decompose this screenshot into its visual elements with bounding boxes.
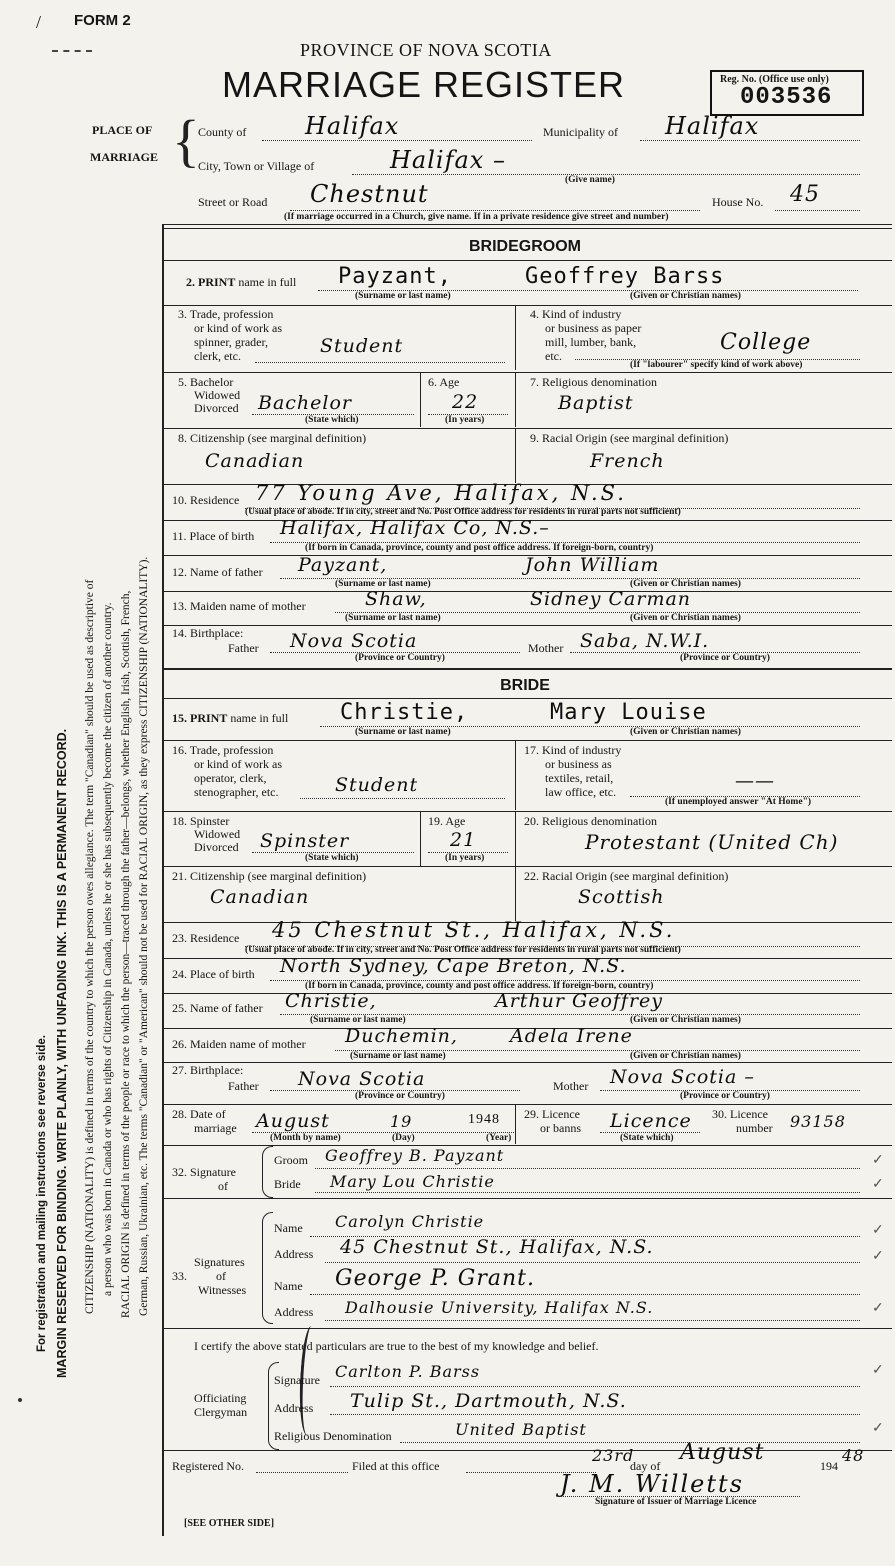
f4-label-2: or business as paper	[545, 321, 642, 335]
place-label-2: MARRIAGE	[90, 150, 158, 164]
w2-name-label: Name	[274, 1279, 303, 1293]
filed-label: Filed at this office	[352, 1459, 440, 1473]
tick-mark: ✓	[872, 1249, 884, 1264]
f18-label-2: Widowed	[194, 827, 241, 841]
f3-label-3: spinner, grader,	[194, 335, 269, 349]
licence-caption: (State which)	[620, 1133, 674, 1143]
groom-mother-birthplace: Saba, N.W.I.	[580, 630, 710, 652]
corner-mark: /	[36, 12, 42, 32]
groom-given: Geoffrey Barss	[525, 264, 725, 289]
give-name-caption: (Give name)	[565, 175, 615, 185]
f7-label: 7. Religious denomination	[530, 375, 657, 389]
tick-mark: ✓	[872, 1177, 884, 1192]
witness1-name: Carolyn Christie	[335, 1212, 485, 1231]
bride-residence-caption: (Usual place of abode. If in city, street and No. Post Office address for residents in rural parts not sufficient)	[245, 945, 681, 955]
f4-label-1: 4. Kind of industry	[530, 307, 622, 321]
year-prefix: 194	[820, 1459, 838, 1473]
tick-mark: ✓	[872, 1153, 884, 1168]
day-of-label: day of	[630, 1459, 661, 1473]
f30-label-1: 30. Licence	[712, 1107, 768, 1121]
f29-label-1: 29. Licence	[524, 1107, 580, 1121]
f17-label-2: or business as	[545, 757, 612, 771]
certify-statement: I certify the above stated particulars are true to the best of my knowledge and belief.	[194, 1339, 599, 1353]
f14-father-word: Father	[228, 641, 259, 655]
tick-mark: ✓	[872, 1223, 884, 1238]
bride-industry: ——	[735, 770, 775, 792]
bride-heading: BRIDE	[500, 677, 550, 694]
bride-father-birthplace: Nova Scotia	[298, 1068, 426, 1090]
denomination-label: Religious Denomination	[274, 1429, 392, 1443]
birthplace-caption: (If born in Canada, province, county and post office address. If foreign-born, country)	[305, 543, 654, 553]
form-title: MARRIAGE REGISTER	[222, 64, 626, 105]
f15-label: 15. PRINT name in full	[172, 711, 289, 725]
f17-label-1: 17. Kind of industry	[524, 743, 622, 757]
bride-birthplace-caption: (If born in Canada, province, county and post office address. If foreign-born, country)	[305, 981, 654, 991]
f3-label-4: clerk, etc.	[194, 349, 241, 363]
f29-label-2: or banns	[540, 1121, 581, 1135]
f10-label: 10. Residence	[172, 493, 240, 507]
bride-surname-caption: (Surname or last name)	[355, 727, 451, 737]
f33-label-3: Witnesses	[198, 1283, 247, 1297]
f16-label-1: 16. Trade, profession	[172, 743, 274, 757]
groom-industry: College	[720, 330, 812, 355]
witness2-name: George P. Grant.	[335, 1266, 535, 1291]
f3-label-1: 3. Trade, profession	[178, 307, 274, 321]
groom-sig-label: Groom	[274, 1153, 308, 1167]
f24-label: 24. Place of birth	[172, 967, 255, 981]
bride-residence: 45 Chestnut St., Halifax, N.S.	[272, 918, 676, 942]
clergy-denomination: United Baptist	[455, 1420, 587, 1439]
mother-given-caption: (Given or Christian names)	[630, 613, 741, 623]
groom-surname: Payzant,	[338, 264, 452, 289]
licence-type: Licence	[610, 1110, 692, 1132]
groom-religion: Baptist	[558, 392, 634, 414]
bride-given: Mary Louise	[550, 700, 707, 725]
father-prov-caption: (Province or Country)	[355, 653, 445, 663]
clergy-signature: Carlton P. Barss	[335, 1362, 481, 1381]
bride-age-caption: (In years)	[445, 853, 485, 863]
groom-surname-caption: (Surname or last name)	[355, 291, 451, 301]
f16-label-4: stenographer, etc.	[194, 785, 279, 799]
groom-status: Bachelor	[258, 392, 353, 414]
f12-label: 12. Name of father	[172, 565, 263, 579]
groom-trade: Student	[320, 335, 404, 357]
bride-surname: Christie,	[340, 700, 469, 725]
licence-number: 93158	[790, 1112, 846, 1131]
father-given-caption: (Given or Christian names)	[630, 579, 741, 589]
dash-mark	[52, 50, 92, 52]
f33-label-1: Signatures	[194, 1255, 245, 1269]
f30-label-2: number	[736, 1121, 773, 1135]
tick-mark: ✓	[872, 1421, 884, 1436]
filed-month: August	[680, 1440, 765, 1465]
w1-address-label: Address	[274, 1247, 314, 1261]
f22-label: 22. Racial Origin (see marginal definition)	[524, 869, 729, 883]
municipality-label: Municipality of	[543, 125, 618, 139]
groom-father-birthplace: Nova Scotia	[290, 630, 418, 652]
f3-label-2: or kind of work as	[194, 321, 282, 335]
year-caption: (Year)	[486, 1133, 512, 1143]
f13-label: 13. Maiden name of mother	[172, 599, 306, 613]
f25-label: 25. Name of father	[172, 1001, 263, 1015]
clergy-label-2: Clergyman	[194, 1405, 248, 1419]
house-value: 45	[790, 182, 820, 207]
f21-label: 21. Citizenship (see marginal definition)	[172, 869, 367, 883]
father-surname-caption: (Surname or last name)	[335, 579, 431, 589]
f6-label: 6. Age	[428, 375, 460, 389]
f23-label: 23. Residence	[172, 931, 240, 945]
f4-label-3: mill, lumber, bank,	[545, 335, 637, 349]
tick-mark: ✓	[872, 1301, 884, 1316]
f5-label-2: Widowed	[194, 388, 241, 402]
issuer-signature: J. M. Willetts	[560, 1470, 744, 1498]
bride-citizenship: Canadian	[210, 886, 310, 908]
dot-mark	[18, 1398, 22, 1402]
f32-label-2: of	[218, 1179, 228, 1193]
clergy-sig-label: Signature	[274, 1373, 320, 1387]
county-value: Halifax	[305, 112, 400, 140]
municipality-value: Halifax	[665, 112, 760, 140]
clergy-label-1: Officiating	[194, 1391, 247, 1405]
groom-father-surname: Payzant,	[298, 554, 388, 576]
county-label: County of	[198, 125, 247, 139]
groom-mother-given: Sidney Carman	[530, 588, 692, 610]
f28-label-2: marriage	[194, 1121, 237, 1135]
f33-label-2: of	[216, 1269, 226, 1283]
clergy-address-label: Address	[274, 1401, 314, 1415]
margin-origin-def-1: RACIAL ORIGIN is defined in terms of the people or race to which the person—traced through the father—belongs, whether English, Irish, Scottish, French,	[120, 590, 132, 1318]
f8-label: 8. Citizenship (see marginal definition)	[178, 431, 367, 445]
f17-label-4: law office, etc.	[545, 785, 617, 799]
bride-signature: Mary Lou Christie	[330, 1172, 495, 1191]
margin-citizenship-def-2: a person who was born in Canada or who has rights of Citizenship in Canada, unless he or she has subsequently become the citizen of another country.	[102, 602, 114, 1296]
w1-name-label: Name	[274, 1221, 303, 1235]
residence-caption: (Usual place of abode. If in city, street and No. Post Office address for residents in rural parts not sufficient)	[245, 507, 681, 517]
bride-mother-given: Adela Irene	[510, 1025, 633, 1047]
form-number: FORM 2	[74, 12, 131, 29]
f32-label-1: 32. Signature	[172, 1165, 236, 1179]
f18-label-3: Divorced	[194, 840, 239, 854]
f4-caption: (If "labourer" specify kind of work above)	[630, 360, 803, 370]
bride-father-given-caption: (Given or Christian names)	[630, 1015, 741, 1025]
f19-label: 19. Age	[428, 814, 466, 828]
groom-birthplace: Halifax, Halifax Co, N.S.–	[280, 517, 550, 539]
groom-heading: BRIDEGROOM	[469, 238, 581, 255]
filed-day: 23rd	[592, 1446, 635, 1465]
province-heading: PROVINCE OF NOVA SCOTIA	[300, 40, 552, 60]
marriage-year: 1948	[468, 1112, 500, 1127]
witness2-address: Dalhousie University, Halifax N.S.	[345, 1298, 654, 1317]
mother-surname-caption: (Surname or last name)	[345, 613, 441, 623]
bride-age: 21	[450, 829, 477, 851]
status-caption: (State which)	[305, 415, 359, 425]
margin-instructions: For registration and mailing instructions see reverse side.	[36, 1035, 48, 1352]
f17-label-3: textiles, retail,	[545, 771, 614, 785]
groom-given-caption: (Given or Christian names)	[630, 291, 741, 301]
marriage-month: August	[256, 1110, 330, 1132]
house-label: House No.	[712, 195, 764, 209]
city-label: City, Town or Village of	[198, 159, 315, 173]
place-note: (If marriage occurred in a Church, give name. If in a private residence give street and number)	[284, 212, 669, 222]
groom-origin: French	[590, 450, 665, 472]
f33-number: 33.	[172, 1269, 187, 1283]
filed-year: 48	[842, 1446, 865, 1465]
f9-label: 9. Racial Origin (see marginal definition)	[530, 431, 729, 445]
tick-mark: ✓	[872, 1363, 884, 1378]
f27-label: 27. Birthplace:	[172, 1063, 244, 1077]
bride-status-caption: (State which)	[305, 853, 359, 863]
street-value: Chestnut	[310, 180, 429, 208]
street-label: Street or Road	[198, 195, 268, 209]
f14-mother-word: Mother	[528, 641, 564, 655]
f16-label-3: operator, clerk,	[194, 771, 267, 785]
groom-mother-surname: Shaw,	[365, 588, 427, 610]
groom-age: 22	[452, 391, 479, 413]
bride-mother-birthplace: Nova Scotia –	[610, 1066, 755, 1088]
groom-citizenship: Canadian	[205, 450, 305, 472]
mother-prov-caption: (Province or Country)	[680, 653, 770, 663]
clergy-address: Tulip St., Dartmouth, N.S.	[350, 1390, 627, 1412]
bride-religion: Protestant (United Ch)	[585, 830, 839, 854]
bride-father-given: Arthur Geoffrey	[495, 990, 664, 1012]
f5-label-3: Divorced	[194, 401, 239, 415]
see-other-side: [SEE OTHER SIDE]	[184, 1518, 275, 1529]
f5-label-1: 5. Bachelor	[178, 375, 234, 389]
month-caption: (Month by name)	[270, 1133, 341, 1143]
margin-origin-def-2: German, Russian, Ukrainian, etc. The terms "Canadian" or "American" should not be used for RACIAL ORIGIN, as they express CITIZENSHIP (NATIONALITY).	[138, 556, 150, 1316]
groom-residence: 77 Young Ave, Halifax, N.S.	[255, 481, 627, 505]
f17-caption: (If unemployed answer "At Home")	[665, 797, 812, 807]
f27-father-word: Father	[228, 1079, 259, 1093]
f20-label: 20. Religious denomination	[524, 814, 657, 828]
bride-sig-label: Bride	[274, 1177, 301, 1191]
f27-mother-word: Mother	[553, 1079, 589, 1093]
bride-father-prov-caption: (Province or Country)	[355, 1091, 445, 1101]
age-caption: (In years)	[445, 415, 485, 425]
issuer-caption: Signature of Issuer of Marriage Licence	[595, 1497, 757, 1507]
f28-label-1: 28. Date of	[172, 1107, 226, 1121]
bride-mother-surname-caption: (Surname or last name)	[350, 1051, 446, 1061]
f14-label: 14. Birthplace:	[172, 626, 244, 640]
bride-mother-prov-caption: (Province or Country)	[680, 1091, 770, 1101]
margin-binding-note: MARGIN RESERVED FOR BINDING. WRITE PLAINLY, WITH UNFADING INK. THIS IS A PERMANENT RECORD.	[55, 728, 69, 1378]
bride-father-surname: Christie,	[285, 990, 377, 1012]
f18-label-1: 18. Spinster	[172, 814, 230, 828]
marriage-day: 19	[390, 1112, 413, 1131]
day-caption: (Day)	[392, 1133, 415, 1143]
f4-label-4: etc.	[545, 349, 562, 363]
reg-number: 003536	[740, 84, 833, 111]
registered-label: Registered No.	[172, 1459, 244, 1473]
bride-birthplace: North Sydney, Cape Breton, N.S.	[280, 955, 627, 977]
bride-origin: Scottish	[578, 886, 665, 908]
place-brace: {	[172, 108, 200, 173]
bride-given-caption: (Given or Christian names)	[630, 727, 741, 737]
margin-citizenship-def-1: CITIZENSHIP (NATIONALITY) is defined in terms of the country to which the person owes allegiance. The term "Canadian" should be used as descriptive of	[84, 579, 96, 1314]
bride-status: Spinster	[260, 830, 350, 852]
place-label-1: PLACE OF	[92, 123, 153, 137]
w2-address-label: Address	[274, 1305, 314, 1319]
groom-father-given: John William	[525, 554, 660, 576]
city-value: Halifax –	[390, 146, 506, 174]
f16-label-2: or kind of work as	[194, 757, 282, 771]
bride-mother-given-caption: (Given or Christian names)	[630, 1051, 741, 1061]
f26-label: 26. Maiden name of mother	[172, 1037, 306, 1051]
bride-father-surname-caption: (Surname or last name)	[310, 1015, 406, 1025]
f11-label: 11. Place of birth	[172, 529, 255, 543]
bride-mother-surname: Duchemin,	[345, 1025, 458, 1047]
groom-signature: Geoffrey B. Payzant	[325, 1146, 505, 1165]
f2-label: 2. PRINT name in full	[186, 275, 297, 289]
bride-trade: Student	[335, 774, 419, 796]
reg-label: Reg. No. (Office use only)	[720, 74, 829, 85]
witness1-address: 45 Chestnut St., Halifax, N.S.	[340, 1236, 654, 1258]
